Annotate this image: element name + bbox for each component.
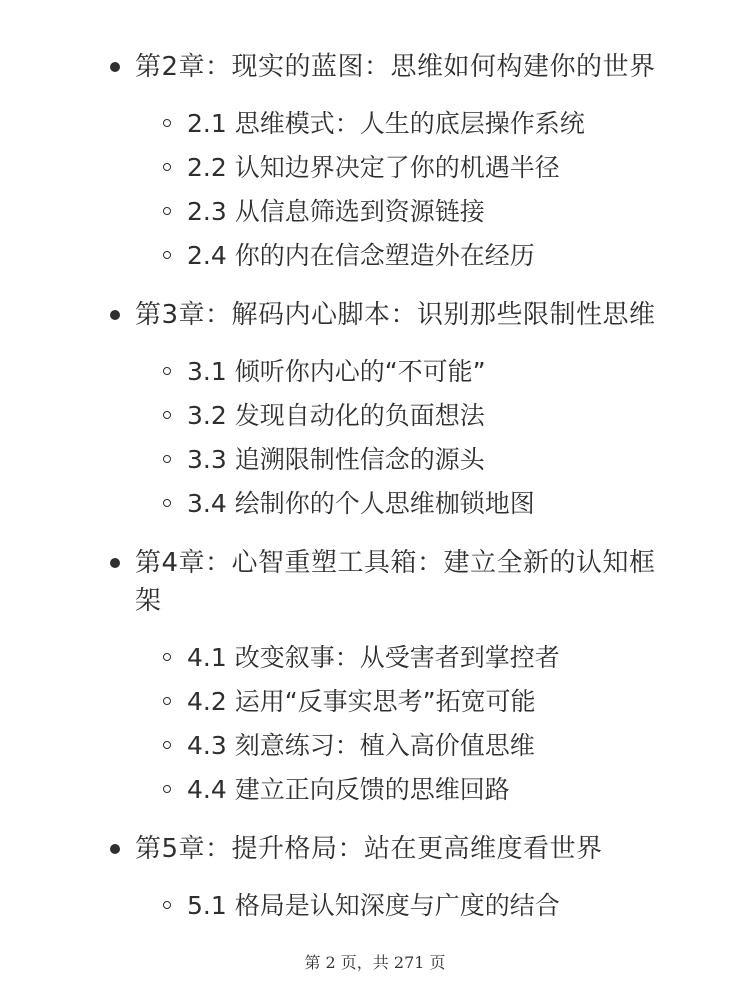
section-title: 3.3 追溯限制性信念的源头 xyxy=(187,445,485,474)
chapter-item xyxy=(0,830,750,928)
section-title: 3.4 绘制你的个人思维枷锁地图 xyxy=(187,489,535,518)
section-title: 2.2 认知边界决定了你的机遇半径 xyxy=(187,153,560,182)
section-title: 2.1 思维模式：人生的底层操作系统 xyxy=(187,109,585,138)
section-item xyxy=(135,146,680,190)
section-title: 2.3 从信息筛选到资源链接 xyxy=(187,197,485,226)
section-item xyxy=(135,102,680,146)
page-number-footer: 第 2 页，共 271 页 xyxy=(304,953,446,972)
chapter-item xyxy=(0,48,750,278)
hollow-bullet-icon xyxy=(163,697,171,705)
section-item xyxy=(135,234,680,278)
section-title: 2.4 你的内在信念塑造外在经历 xyxy=(187,241,535,270)
hollow-bullet-icon xyxy=(163,207,171,215)
chapter-title: 第5章：提升格局：站在更高维度看世界 xyxy=(135,834,603,864)
hollow-bullet-icon xyxy=(163,367,171,375)
hollow-bullet-icon xyxy=(163,785,171,793)
hollow-bullet-icon xyxy=(163,251,171,259)
section-item xyxy=(135,884,680,928)
chapter-title: 第2章：现实的蓝图：思维如何构建你的世界 xyxy=(135,52,656,82)
hollow-bullet-icon xyxy=(163,411,171,419)
section-item xyxy=(135,394,680,438)
section-list xyxy=(135,636,680,812)
chapter-item xyxy=(0,296,750,526)
filled-bullet-icon xyxy=(110,844,120,854)
filled-bullet-icon xyxy=(110,310,120,320)
hollow-bullet-icon xyxy=(163,119,171,127)
section-title: 4.2 运用“反事实思考”拓宽可能 xyxy=(187,687,536,716)
hollow-bullet-icon xyxy=(163,499,171,507)
section-item xyxy=(135,724,680,768)
section-list xyxy=(135,102,680,278)
section-title: 3.2 发现自动化的负面想法 xyxy=(187,401,485,430)
section-item xyxy=(135,350,680,394)
hollow-bullet-icon xyxy=(163,653,171,661)
table-of-contents xyxy=(0,48,750,928)
section-item xyxy=(135,636,680,680)
chapter-item xyxy=(0,544,750,812)
section-title: 5.1 格局是认知深度与广度的结合 xyxy=(187,891,560,920)
chapter-title: 第3章：解码内心脚本：识别那些限制性思维 xyxy=(135,300,656,330)
section-title: 4.3 刻意练习：植入高价值思维 xyxy=(187,731,535,760)
hollow-bullet-icon xyxy=(163,163,171,171)
section-item xyxy=(135,190,680,234)
section-title: 4.1 改变叙事：从受害者到掌控者 xyxy=(187,643,560,672)
section-list xyxy=(135,884,680,928)
filled-bullet-icon xyxy=(110,558,120,568)
section-item xyxy=(135,680,680,724)
filled-bullet-icon xyxy=(110,62,120,72)
chapter-title: 第4章：心智重塑工具箱：建立全新的认知框架 xyxy=(135,548,656,616)
hollow-bullet-icon xyxy=(163,741,171,749)
section-list xyxy=(135,350,680,526)
section-item xyxy=(135,438,680,482)
section-item xyxy=(135,482,680,526)
section-title: 3.1 倾听你内心的“不可能” xyxy=(187,357,486,386)
hollow-bullet-icon xyxy=(163,455,171,463)
section-title: 4.4 建立正向反馈的思维回路 xyxy=(187,775,510,804)
section-item xyxy=(135,768,680,812)
hollow-bullet-icon xyxy=(163,901,171,909)
